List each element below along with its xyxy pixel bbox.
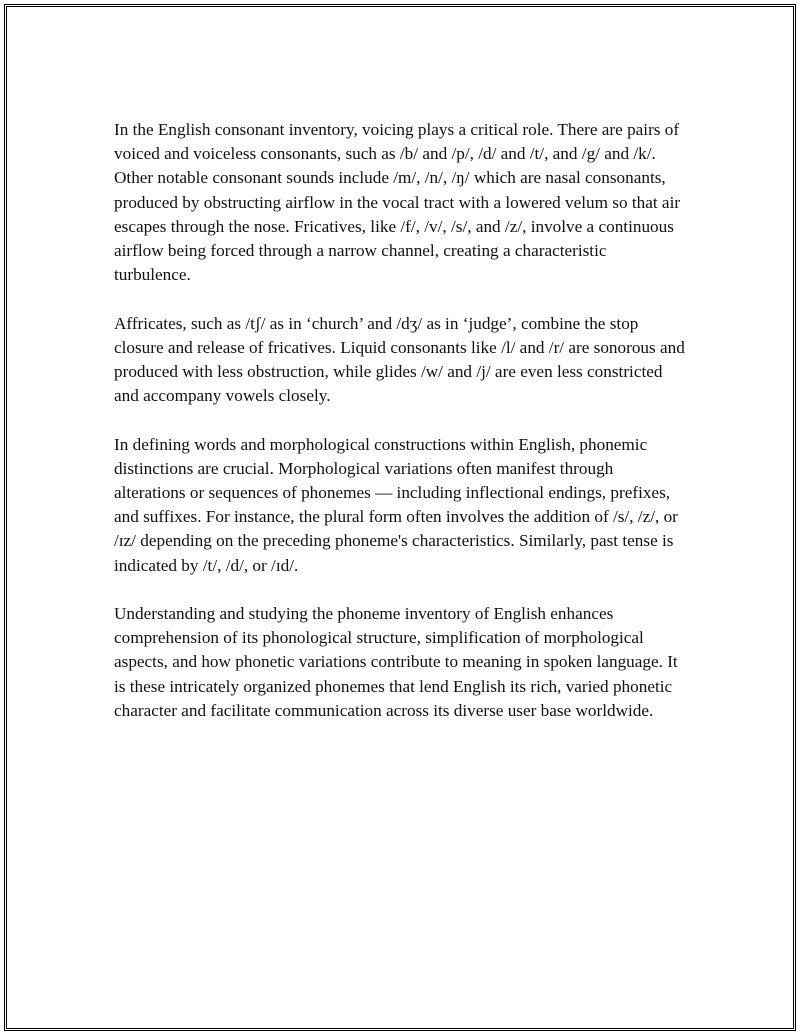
document-body (114, 118, 686, 747)
paragraph-conclusion: Understanding and studying the phoneme inventory of English enhances comprehension of its phonological structure, simplification of morphological aspects, and how phonetic variations contribute to meaning in spoken language. It is these intricately organized phonemes that lend English its rich, varied phonetic character and facilitate communication across its diverse user base worldwide. (114, 604, 678, 720)
paragraph-affricates-liquids: Affricates, such as /tʃ/ as in ‘church’ and /dʒ/ as in ‘judge’, combine the stop closure and release of fricatives. Liquid consonants like /l/ and /r/ are sonorous and produced with less obstruction, while glides /w/ and /j/ are even less constricted and accompany vowels closely. (114, 313, 685, 406)
paragraph-morphology: In defining words and morphological constructions within English, phonemic distinctions are crucial. Morphological variations often manifest through alterations or sequences of phonemes — including inflectional endings, prefixes, and suffixes. For instance, the plural form often involves the addition of /s/, /z/, or /ɪz/ depending on the preceding phoneme's characteristics. Similarly, past tense is indicated by /t/, /d/, or /ɪd/. (114, 434, 678, 575)
paragraph-consonant-voicing: In the English consonant inventory, voicing plays a critical role. There are pairs of voiced and voiceless consonants, such as /b/ and /p/, /d/ and /t/, and /g/ and /k/. Other notable consonant sounds include /m/, /n/, /ŋ/ which are nasal consonants, produced by obstructing airflow in the vocal tract with a lowered velum so that air escapes through the nose. Fricatives, like /f/, /v/, /s/, and /z/, involve a continuous airflow being forced through a narrow channel, creating a characteristic turbulence. (114, 120, 681, 285)
